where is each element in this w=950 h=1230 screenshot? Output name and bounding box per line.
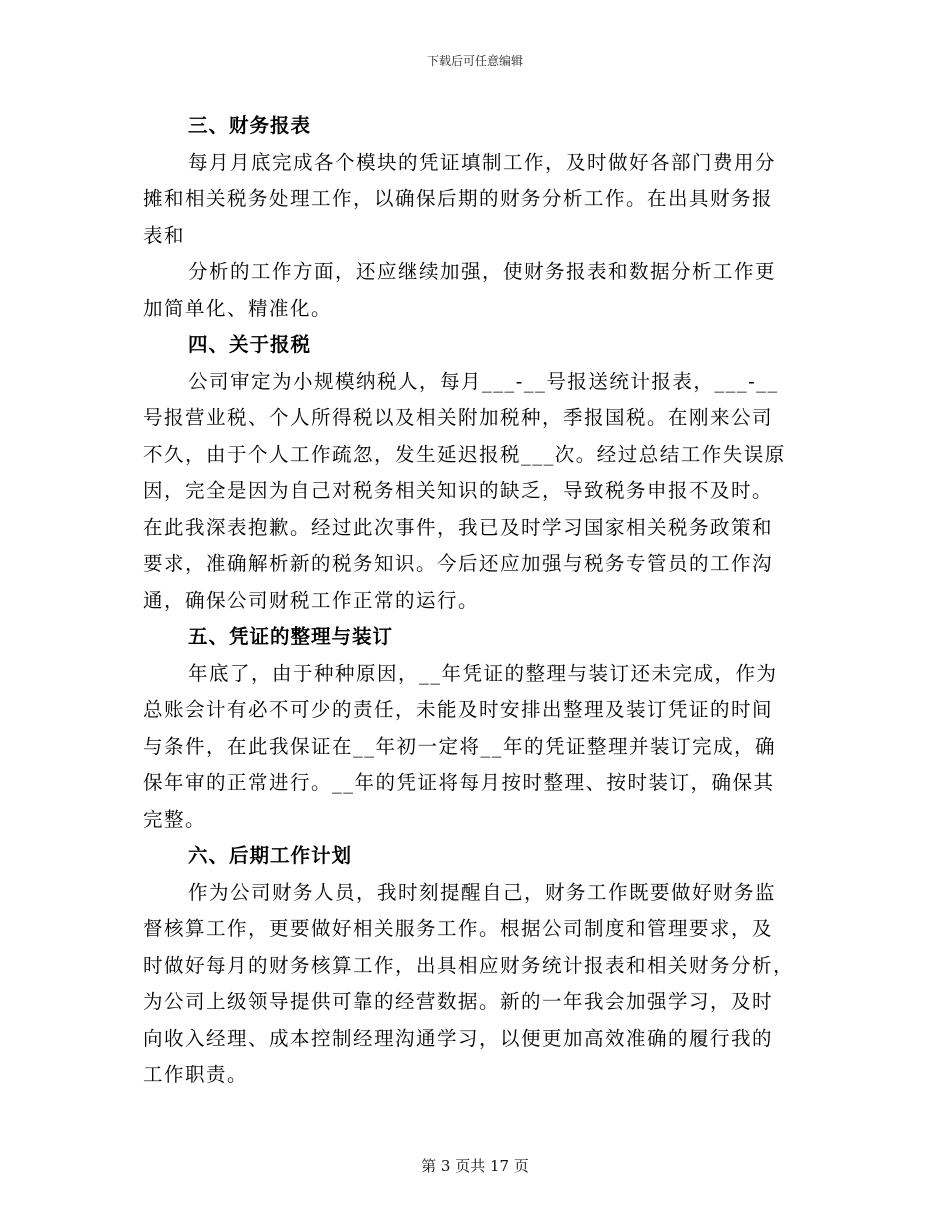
- section-work-plan: [143, 838, 803, 1094]
- text-line: 每月月底完成各个模块的凭证填制工作，及时做好各部门费用分: [188, 150, 777, 174]
- text-line: 总账会计有必不可少的责任，未能及时安排出整理及装订凭证的时间: [143, 698, 774, 721]
- text-line: 要求，准确解析新的税务知识。今后还应加强与税务专管员的工作沟: [143, 552, 774, 575]
- text-line: 为公司上级领导提供可靠的经营数据。新的一年我会加强学习，及时: [143, 990, 774, 1013]
- text-line: 加简单化、精准化。: [143, 296, 333, 320]
- text-line: 表和: [143, 223, 186, 247]
- text-line: 与条件，在此我保证在__年初一定将__年的凭证整理并装订完成，确: [143, 734, 777, 758]
- text-line: 年底了，由于种种原因，__年凭证的整理与装订还未完成，作为: [188, 661, 778, 685]
- text-line: 公司审定为小规模纳税人，每月___-__号报送统计报表，___-__: [188, 369, 779, 393]
- paragraph: [143, 254, 803, 327]
- text-line: 工作职责。: [143, 1063, 249, 1086]
- text-line: 摊和相关税务处理工作，以确保后期的财务分析工作。在出具财务报: [143, 187, 774, 210]
- text-line: 完整。: [143, 807, 207, 831]
- text-line: 保年审的正常进行。__年的凭证将每月按时整理、按时装订，确保其: [143, 771, 775, 794]
- paragraph: [143, 656, 803, 839]
- text-line: 不久，由于个人工作疏忽，发生延迟报税___次。经过总结工作失误原: [143, 442, 786, 466]
- text-line: 因，完全是因为自己对税务相关知识的缺乏，导致税务申报不及时。: [143, 479, 774, 502]
- section-heading: 五、凭证的整理与装订: [188, 625, 394, 648]
- page-header: 下载后可任意编辑: [426, 54, 523, 68]
- paragraph: [143, 364, 803, 620]
- section-financial-reports: [143, 108, 803, 327]
- text-line: 督核算工作，更要做好相关服务工作。根据公司制度和管理要求，及: [143, 917, 774, 940]
- section-tax-filing: [143, 327, 803, 619]
- section-heading: 四、关于报税: [188, 333, 312, 356]
- page-footer: 第 3 页共 17 页: [421, 1157, 529, 1175]
- document-body: [143, 108, 803, 1094]
- paragraph: [143, 145, 803, 255]
- section-heading: 三、财务报表: [188, 114, 312, 137]
- text-line: 分析的工作方面，还应继续加强，使财务报表和数据分析工作更: [188, 260, 777, 283]
- text-line: 号报营业税、个人所得税以及相关附加税种，季报国税。在刚来公司: [143, 406, 774, 429]
- text-line: 作为公司财务人员，我时刻提醒自己，财务工作既要做好财务监: [188, 880, 777, 904]
- section-voucher-binding: [143, 619, 803, 838]
- text-line: 在此我深表抱歉。经过此次事件，我已及时学习国家相关税务政策和: [143, 515, 774, 539]
- paragraph: [143, 875, 803, 1094]
- text-line: 向收入经理、成本控制经理沟通学习，以便更加高效准确的履行我的: [143, 1026, 774, 1050]
- text-line: 通，确保公司财税工作正常的运行。: [143, 588, 480, 612]
- section-heading: 六、后期工作计划: [188, 844, 353, 867]
- text-line: 时做好每月的财务核算工作，出具相应财务统计报表和相关财务分析，: [143, 953, 795, 977]
